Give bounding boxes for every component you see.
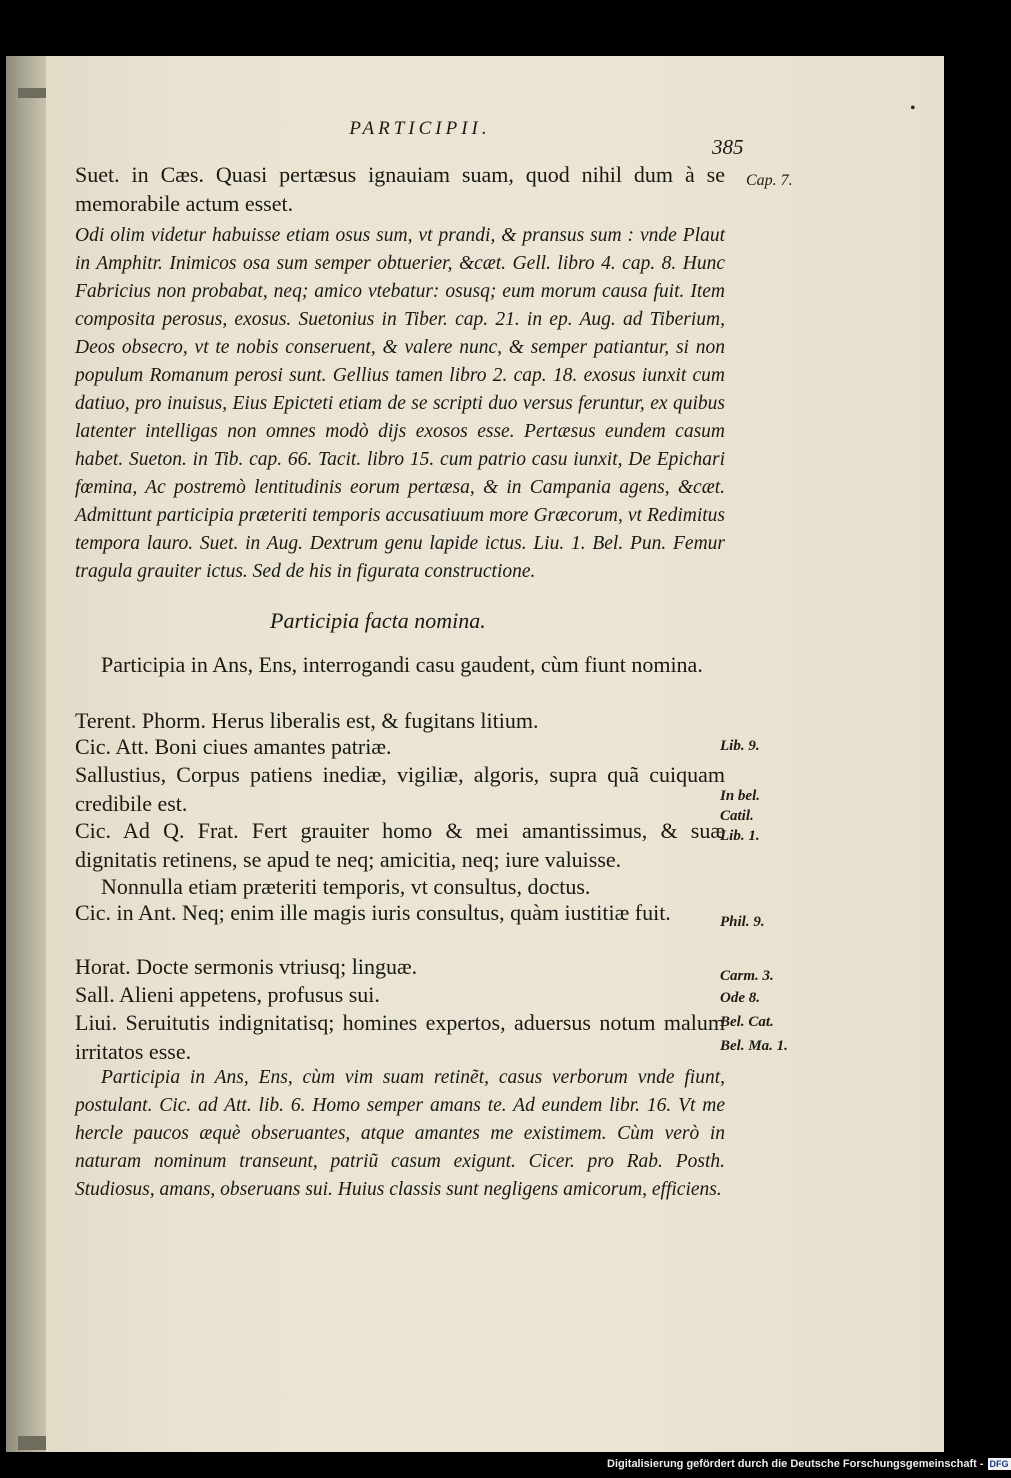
closing-paragraph-italic: Participia in Ans, Ens, cùm vim suam retinẽt, casus verborum vnde fiunt, postulant. Cic. ad Att. lib. 6. Homo semper amans te. Ad eundem libr. 16. Vt me hercle paucos æquè obseruantes, atque amantes me existimem. Cùm verò in naturam nominum transeunt, patriũ casum exigunt. Cicer. pro Rab. Posth. Studiosus, amans, obseruans sui. Huius classis sunt negligens amicorum, efficiens. [75, 1067, 725, 1200]
rule-paragraph: Nonnulla etiam præteriti temporis, vt consultus, doctus. [101, 874, 591, 899]
margin-note: Lib. 9. [720, 738, 760, 754]
example-line: Sallustius, Corpus patiens inediæ, vigiliæ, algoris, supra quã cuiquam credibile est. [75, 762, 725, 816]
example-line: Horat. Docte sermonis vtriusq; linguæ. [75, 954, 418, 979]
rule-paragraph: Participia in Ans, Ens, interrogandi casu gaudent, cùm fiunt nomina. [101, 652, 703, 677]
example-line: Liui. Seruitutis indignitatisq; homines expertos, aduersus notum malum irritatos esse. [75, 1010, 725, 1064]
margin-note: Ode 8. [720, 990, 760, 1006]
binding-mark [18, 1436, 46, 1450]
corner-mark: • [910, 100, 916, 117]
body-paragraph-italic: Odi olim videtur habuisse etiam osus sum, vt prandi, & pransus sum : vnde Plaut in Amphitr. Inimicos osa sum semper obtuerier, &cæt. Gell. libro 4. cap. 8. Hunc Fabricius non probabat, neq; amico vtebatur: osusq; eum morum causa fuit. Item composita perosus, exosus. Suetonius in Tiber. cap. 21. in ep. Aug. ad Tiberium, Deos obsecro, vt te nobis conseruent, & valere nunc, & semper patiantur, si non populum Romanum perosi sunt. Gellius tamen libro 2. cap. 18. exosus iunxit cum datiuo, pro inuisus, Eius Epicteti etiam de se scripti duo versus feruntur, ex quibus latenter intelligas non omnes modò dijs exosos esse. Pertæsus eundem casum habet. Sueton. in Tib. cap. 66. Tacit. libro 15. cum patrio casu iunxit, De Epichari fœmina, Ac postremò lentitudinis eorum pertæsa, & in Campania agens, &cæt. Admittunt participia præteriti temporis accusatiuum more Græcorum, vt Redimitus tempora lauro. Suet. in Aug. Dextrum genu lapide ictus. Liu. 1. Bel. Pun. Femur tragula grauiter ictus. Sed de his in figurata constructione. [75, 225, 725, 582]
example-line: Terent. Phorm. Herus liberalis est, & fugitans litium. [75, 708, 539, 733]
example-line: Cic. in Ant. Neq; enim ille magis iuris consultus, quàm iustitiæ fuit. [75, 900, 671, 925]
page-number: 385 [712, 135, 744, 159]
binding-mark [18, 88, 46, 98]
example-line: Cic. Ad Q. Frat. Fert grauiter homo & mei amantissimus, & suæ dignitatis retinens, se apud te neq; amicitia, neq; iure valuisse. [75, 818, 725, 872]
margin-note: In bel. [720, 788, 761, 804]
opening-paragraph: Suet. in Cæs. Quasi pertæsus ignauiam suam, quod nihil dum à se memorabile actum esset. [75, 162, 725, 216]
margin-note: Bel. Ma. 1. [720, 1038, 788, 1054]
margin-note: Phil. 9. [720, 914, 765, 930]
example-line: Sall. Alieni appetens, profusus sui. [75, 982, 380, 1007]
page-gutter [6, 56, 46, 1452]
digitization-footer [607, 1458, 1011, 1474]
margin-note: Catil. [720, 808, 754, 824]
dfg-logo: DFG [989, 1459, 1009, 1470]
margin-note: Bel. Cat. [720, 1014, 774, 1030]
section-heading: Participia facta nomina. [270, 608, 486, 633]
margin-note: Cap. 7. [746, 172, 793, 189]
margin-note: Carm. 3. [720, 968, 774, 984]
margin-note: Lib. 1. [720, 828, 760, 844]
footer-text: Digitalisierung gefördert durch die Deutsche Forschungsgemeinschaft - [607, 1458, 984, 1470]
example-line: Cic. Att. Boni ciues amantes patriæ. [75, 734, 392, 759]
running-title: PARTICIPII. [349, 118, 491, 139]
